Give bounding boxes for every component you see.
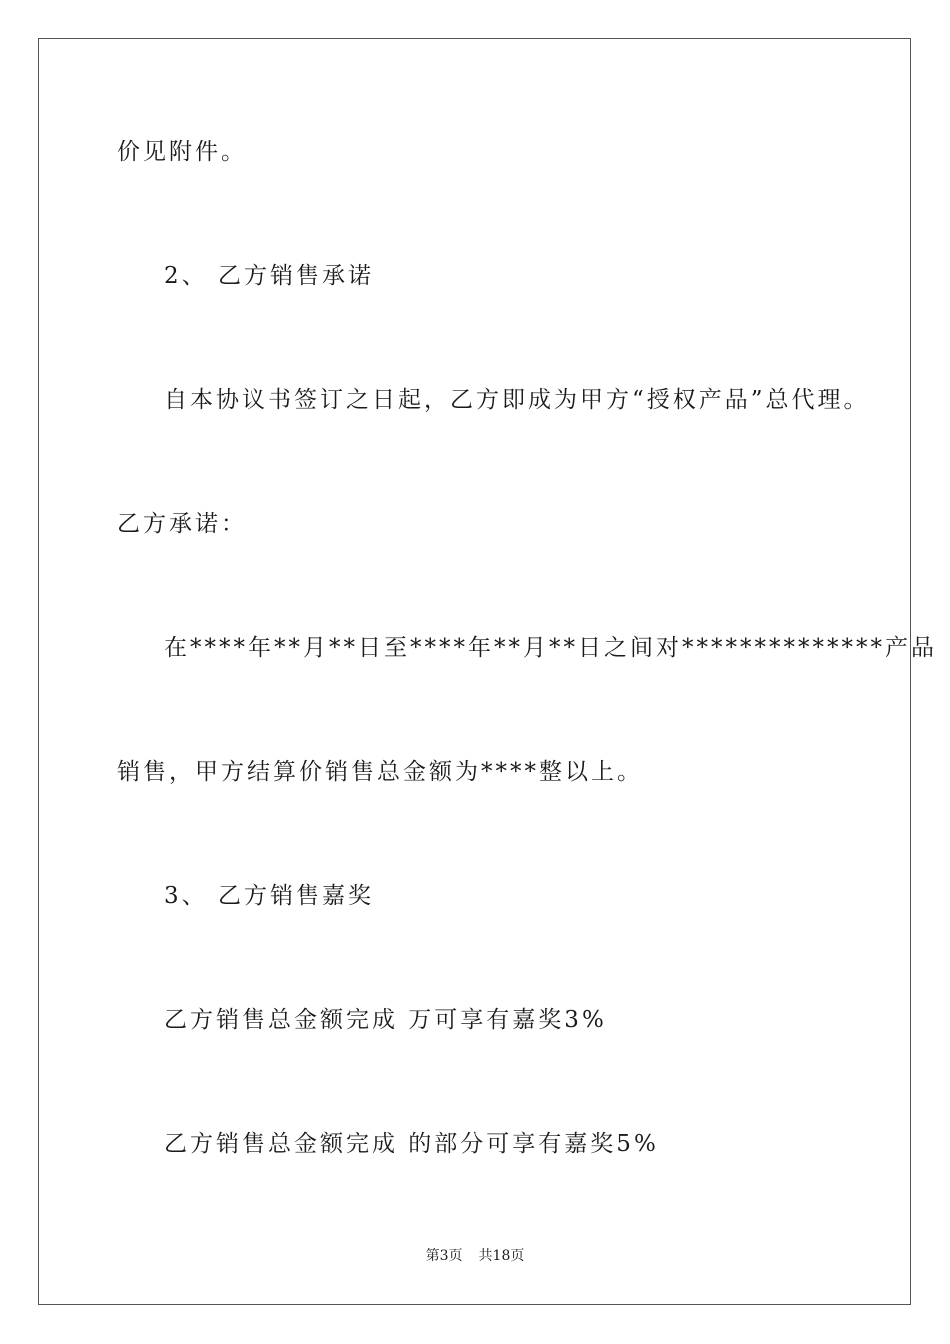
page-number: 第3页 (425, 1248, 463, 1264)
text-line-8: 乙方销售总金额完成 万可享有嘉奖3% (164, 1007, 607, 1033)
text-line-5: 在****年**月**日至****年**月**日之间对**************产品 (164, 635, 937, 661)
page-footer (0, 1246, 950, 1266)
text-line-9: 乙方销售总金额完成 的部分可享有嘉奖5% (164, 1131, 659, 1157)
text-line-1: 价见附件。 (117, 139, 247, 165)
text-line-4: 乙方承诺： (117, 511, 247, 537)
section-heading-3: 3、 乙方销售嘉奖 (164, 883, 374, 909)
text-line-6: 销售，甲方结算价销售总金额为****整以上。 (117, 759, 643, 785)
page-total: 共18页 (478, 1248, 525, 1264)
page-border (38, 38, 911, 1305)
text-line-3: 自本协议书签订之日起，乙方即成为甲方“授权产品”总代理。 (164, 387, 870, 413)
section-heading-2: 2、 乙方销售承诺 (164, 263, 374, 289)
